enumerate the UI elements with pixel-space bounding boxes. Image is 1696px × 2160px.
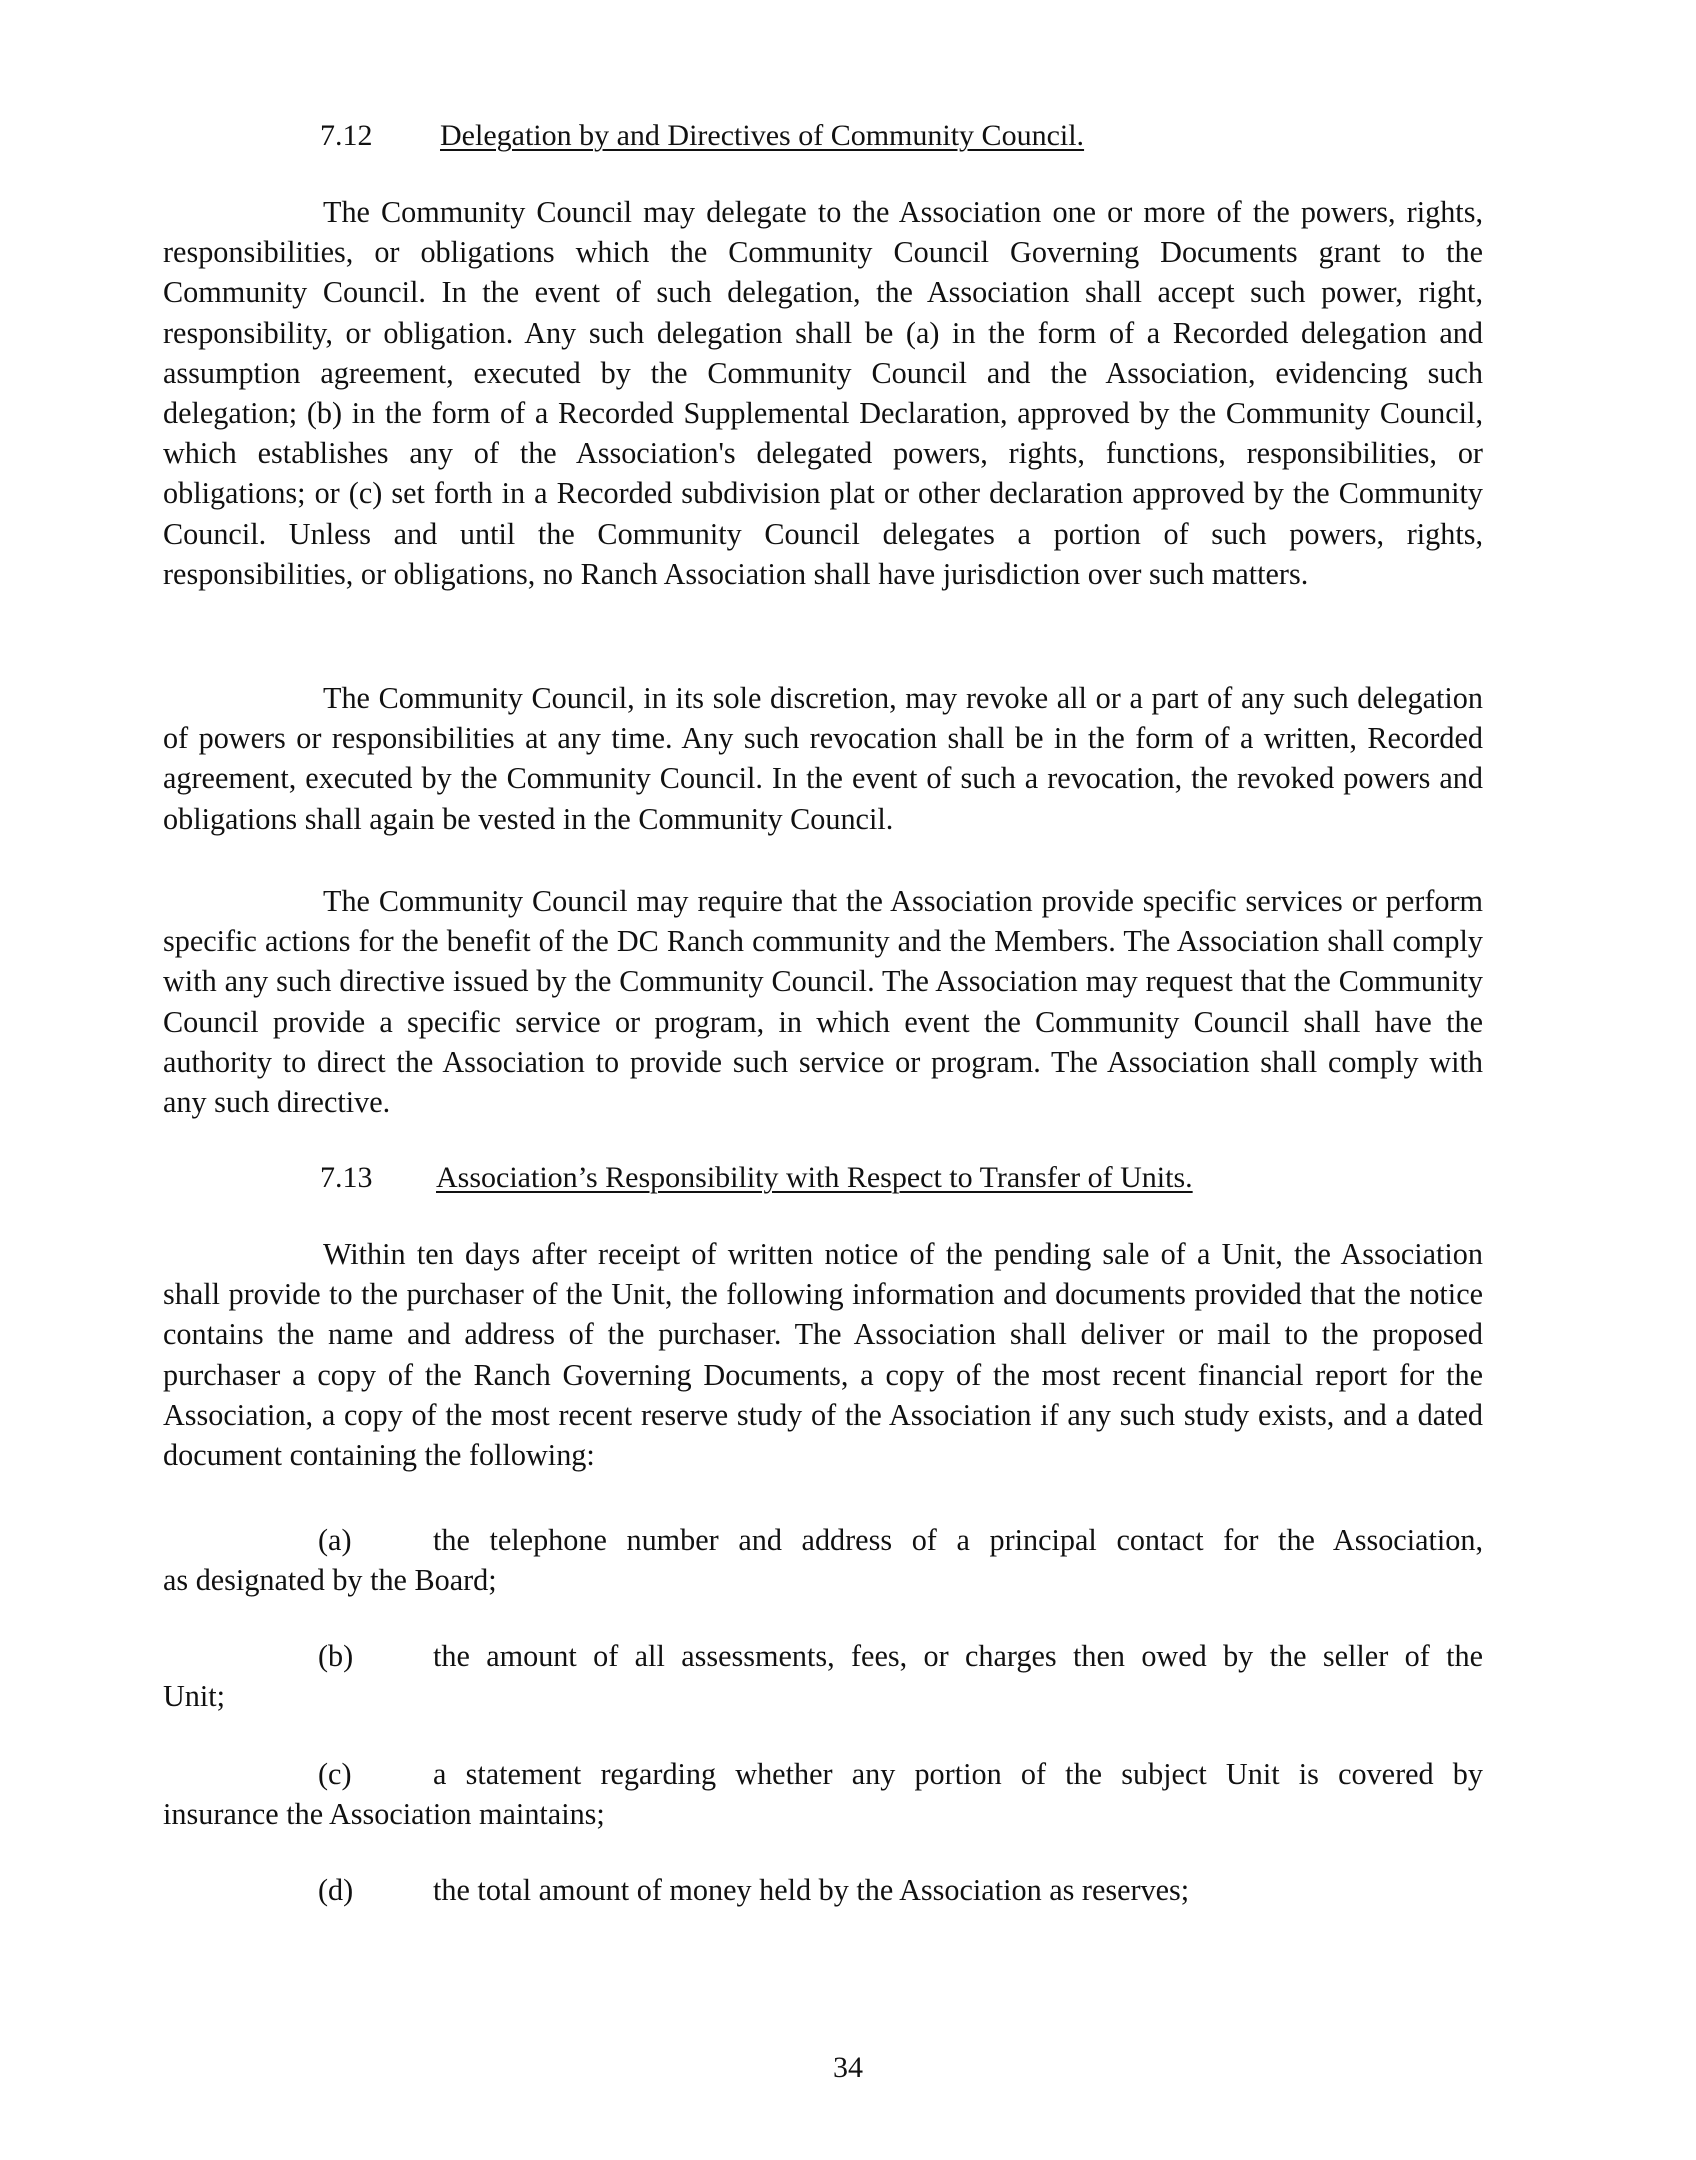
item-text-continuation: insurance the Association maintains; xyxy=(163,1797,605,1832)
item-label: (c) xyxy=(318,1757,352,1791)
section-number: 7.13 xyxy=(320,1161,373,1194)
list-item-c xyxy=(163,1754,1483,1834)
item-text: the amount of all assessments, fees, or charges then owed by the seller of the xyxy=(433,1639,1483,1673)
section-number: 7.12 xyxy=(320,119,373,152)
list-item-b xyxy=(163,1636,1483,1716)
item-text-continuation: as designated by the Board; xyxy=(163,1563,497,1598)
item-label: (a) xyxy=(318,1523,352,1557)
item-text: a statement regarding whether any portion of the subject Unit is covered by xyxy=(433,1757,1483,1791)
paragraph-7-13-intro: Within ten days after receipt of written notice of the pending sale of a Unit, the Association shall provide to the purchaser of the Unit, the following information and documents provided that the notice contains the name and address of the purchaser. The Association shall deliver or mail to the proposed purchaser a copy of the Ranch Governing Documents, a copy of the most recent financial report for the Association, a copy of the most recent reserve study of the Association if any such study exists, and a dated document containing the following: xyxy=(163,1237,1483,1473)
item-text: the telephone number and address of a principal contact for the Association, xyxy=(433,1523,1483,1557)
section-title: Association’s Responsibility with Respect to Transfer of Units. xyxy=(436,1161,1193,1194)
item-text: the total amount of money held by the Association as reserves; xyxy=(433,1873,1190,1907)
paragraph-7-12-2: The Community Council, in its sole discretion, may revoke all or a part of any such delegation of powers or responsibilities at any time. Any such revocation shall be in the form of a written, Recorded agreement, executed by the Community Council. In the event of such a revocation, the revoked powers and obligations shall again be vested in the Community Council. xyxy=(163,681,1483,836)
page-number: 34 xyxy=(833,2051,863,2084)
paragraph-7-12-3: The Community Council may require that the Association provide specific services or perform specific actions for the benefit of the DC Ranch community and the Members. The Association shall comply with any such directive issued by the Community Council. The Association may request that the Community Council provide a specific service or program, in which event the Community Council shall have the authority to direct the Association to provide such service or program. The Association shall comply with any such directive. xyxy=(163,884,1483,1120)
list-item-d xyxy=(163,1870,1483,1910)
paragraph-7-12-1: The Community Council may delegate to the Association one or more of the powers, rights, responsibilities, or obligations which the Community Council Governing Documents grant to the Community Council. In the event of such delegation, the Association shall accept such power, right, responsibility, or obligation. Any such delegation shall be (a) in the form of a Recorded delegation and assumption agreement, executed by the Community Council and the Association, evidencing such delegation; (b) in the form of a Recorded Supplemental Declaration, approved by the Community Council, which establishes any of the Association's delegated powers, rights, functions, responsibilities, or obligations; or (c) set forth in a Recorded subdivision plat or other declaration approved by the Community Council. Unless and until the Community Council delegates a portion of such powers, rights, responsibilities, or obligations, no Ranch Association shall have jurisdiction over such matters. xyxy=(163,195,1483,591)
section-title: Delegation by and Directives of Community Council. xyxy=(440,119,1085,152)
item-label: (b) xyxy=(318,1639,354,1673)
item-text-continuation: Unit; xyxy=(163,1679,226,1714)
list-item-a xyxy=(163,1520,1483,1600)
item-label: (d) xyxy=(318,1873,354,1907)
